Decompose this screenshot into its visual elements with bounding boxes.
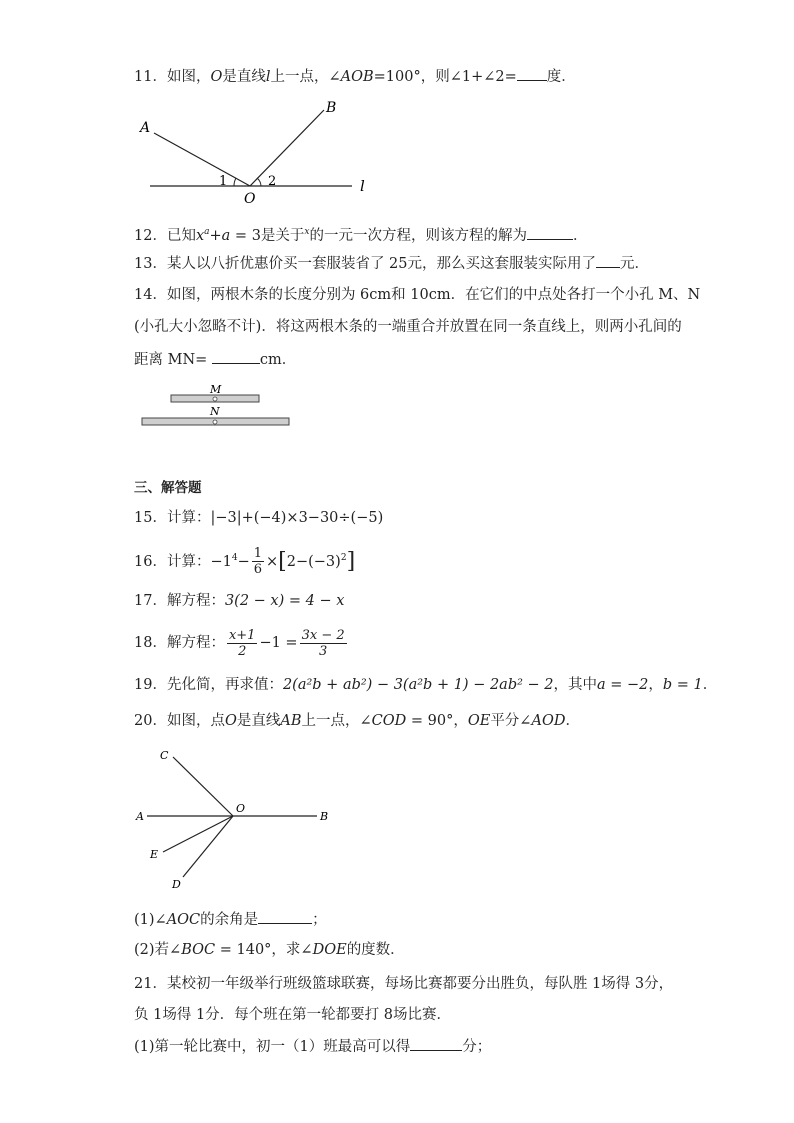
q19-end: ． — [702, 677, 718, 693]
q21-s1-text: (1)第一轮比赛中，初一（1）班最高可以得 — [134, 1039, 411, 1055]
question-20-part-1 — [134, 909, 327, 930]
q20-text-3: = 90°， — [406, 713, 468, 729]
q20-angle-cod: COD — [371, 713, 407, 729]
q20-s1-answer-blank[interactable] — [258, 909, 312, 924]
q20-s2-angle-boc: BOC — [181, 942, 216, 958]
q20-s2-end: 的度数． — [346, 942, 405, 958]
q12-text-3: 的一元一次方程，则该方程的解为 — [309, 227, 527, 244]
q16-inner-exponent: 2 — [340, 553, 347, 563]
q19-prefix: 19．先化简，再求值： — [134, 677, 283, 693]
q20-line-ab: AB — [280, 713, 302, 729]
q16-bracket-open: [ — [278, 548, 287, 574]
question-11 — [134, 66, 576, 87]
q16-exponent: 4 — [231, 553, 238, 563]
q11-label-b: B — [326, 100, 337, 116]
q12-text-2: = 3是关于 — [230, 227, 305, 244]
q20-ray-oc — [173, 757, 233, 816]
q16-bracket-close: ] — [346, 548, 356, 574]
q11-arc-1 — [234, 178, 236, 186]
q21-s1-end: 分； — [462, 1039, 492, 1055]
q11-arc-2 — [257, 178, 261, 186]
q14-figure — [138, 380, 298, 430]
q20-text-2: 上一点，∠ — [301, 713, 372, 729]
q11-label-2: 2 — [268, 174, 277, 189]
q20-text-4: 平分∠ — [490, 713, 532, 729]
q16-term-1: −1 — [210, 553, 232, 570]
q19-expression: 2(a²b + ab²) − 3(a²b + 1) − 2ab² − 2 — [282, 677, 554, 693]
q20-label-c: C — [160, 749, 169, 762]
q11-label-1: 1 — [219, 174, 228, 189]
question-15 — [134, 508, 383, 528]
q14-text-3: 距离 MN= — [134, 352, 208, 368]
q15-prefix: 15．计算： — [134, 510, 211, 526]
q18-denominator-right: 3 — [318, 643, 328, 659]
question-14-line-1: 14．如图，两根木条的长度分别为 6cm和 10cm．在它们的中点处各打一个小孔 M、N — [134, 287, 701, 303]
q20-text-1: 是直线 — [236, 713, 281, 729]
q13-end: 元． — [620, 256, 650, 272]
q18-middle: −1 = — [259, 635, 298, 651]
q11-text-4: 度． — [546, 69, 576, 85]
q17-prefix: 17．解方程： — [134, 593, 225, 609]
question-21-line-1: 21．某校初一年级举行班级篮球联赛，每场比赛都要分出胜负，每队胜 1场得 3分， — [134, 976, 674, 992]
q18-prefix: 18．解方程： — [134, 635, 225, 651]
question-20 — [134, 711, 580, 731]
q20-s2-prefix: (2)若∠ — [134, 942, 182, 958]
q19-separator: ， — [648, 677, 663, 693]
q12-answer-blank[interactable] — [527, 225, 573, 240]
q16-prefix: 16．计算： — [134, 553, 211, 570]
q11-point-o: O — [210, 69, 223, 85]
q14-hole-n — [213, 420, 217, 424]
question-20-part-2 — [134, 940, 405, 960]
question-12 — [134, 222, 588, 246]
q20-s1-prefix: (1)∠ — [134, 912, 167, 928]
question-14-line-2: (小孔大小忽略不计)．将这两根木条的一端重合并放置在同一条直线上，则两小孔间的 — [134, 319, 682, 335]
q20-label-a: A — [136, 810, 144, 823]
question-14-line-3 — [134, 349, 296, 370]
q11-ray-ob — [250, 110, 324, 186]
q20-angle-aod: AOD — [531, 713, 566, 729]
q19-b-value: b = 1 — [662, 677, 703, 693]
q20-figure — [130, 742, 345, 892]
q14-end: cm． — [259, 352, 297, 368]
q14-answer-blank[interactable] — [212, 349, 260, 364]
q12-end: ． — [573, 227, 588, 244]
q11-text-3: =100°，则∠1+∠2= — [373, 69, 517, 85]
q13-text: 13．某人以八折优惠价买一套服装省了 25元，那么买这套服装实际用了 — [134, 256, 597, 272]
q16-numerator: 1 — [253, 546, 262, 562]
q12-prefix: 12．已知 — [134, 227, 196, 244]
q18-fraction-left — [227, 628, 258, 659]
q20-s2-text: = 140°，求∠ — [215, 942, 313, 958]
q20-s1-text: 的余角是 — [200, 912, 259, 928]
q20-prefix: 20．如图，点 — [134, 713, 225, 729]
q15-expression: |−3|+(−4)×3−30÷(−5) — [210, 510, 384, 526]
q11-label-a: A — [140, 120, 151, 136]
question-18 — [134, 623, 349, 663]
q11-text-1: 是直线 — [222, 69, 266, 85]
q18-fraction-right — [300, 628, 347, 659]
q20-ray-oe: OE — [467, 713, 491, 729]
question-13 — [134, 253, 649, 274]
q19-condition: ，其中 — [553, 677, 598, 693]
q16-minus: − — [237, 553, 250, 570]
q21-s1-answer-blank[interactable] — [410, 1036, 462, 1051]
q16-denominator: 6 — [253, 562, 262, 578]
q20-point-o: O — [224, 713, 237, 729]
q20-s1-end: ； — [312, 912, 327, 928]
q12-exp-a: a — [204, 227, 210, 237]
q16-fraction — [252, 546, 264, 577]
q14-hole-m — [213, 397, 217, 401]
q11-text-2: 上一点，∠ — [270, 69, 341, 85]
q11-answer-blank[interactable] — [517, 66, 547, 81]
q11-label-l: l — [360, 177, 365, 195]
q12-var-x: x — [195, 227, 205, 244]
q20-label-b: B — [320, 810, 329, 823]
q18-denominator-left: 2 — [238, 643, 247, 659]
q20-s2-angle-doe: DOE — [312, 942, 347, 958]
q11-angle-aob: AOB — [340, 69, 374, 85]
q16-times: × — [266, 553, 279, 570]
q20-s1-angle: AOC — [166, 912, 201, 928]
q12-var-x-small: x — [304, 227, 310, 237]
q16-inner: 2−(−3) — [286, 553, 341, 570]
q20-label-o: O — [236, 802, 246, 815]
question-21-line-2: 负 1场得 1分．每个班在第一轮都要打 8场比赛． — [134, 1007, 452, 1023]
question-19 — [134, 675, 717, 695]
q13-answer-blank[interactable] — [596, 253, 620, 268]
q20-ray-od — [183, 816, 233, 877]
question-17 — [134, 591, 344, 611]
q17-expression: 3(2 − x) = 4 − x — [224, 593, 345, 609]
q20-ray-oe-stroke — [163, 816, 233, 852]
question-21-part-1 — [134, 1036, 491, 1057]
q20-end: ． — [565, 713, 580, 729]
q18-numerator-right: 3x − 2 — [301, 627, 345, 643]
q20-label-d: D — [172, 878, 181, 891]
section-heading: 三、解答题 — [134, 480, 202, 496]
q12-var-a: a — [221, 227, 231, 244]
q14-label-m: M — [210, 383, 222, 396]
q12-plus: + — [209, 227, 222, 244]
q11-prefix: 11．如图， — [134, 69, 211, 85]
q11-line-l: l — [265, 69, 271, 85]
question-16 — [134, 540, 355, 576]
q20-label-e: E — [150, 848, 159, 861]
q18-numerator-left: x+1 — [228, 627, 256, 643]
q19-a-value: a = −2 — [597, 677, 649, 693]
q11-figure — [130, 95, 380, 210]
q11-label-o: O — [244, 191, 256, 207]
q14-label-n: N — [210, 405, 220, 418]
